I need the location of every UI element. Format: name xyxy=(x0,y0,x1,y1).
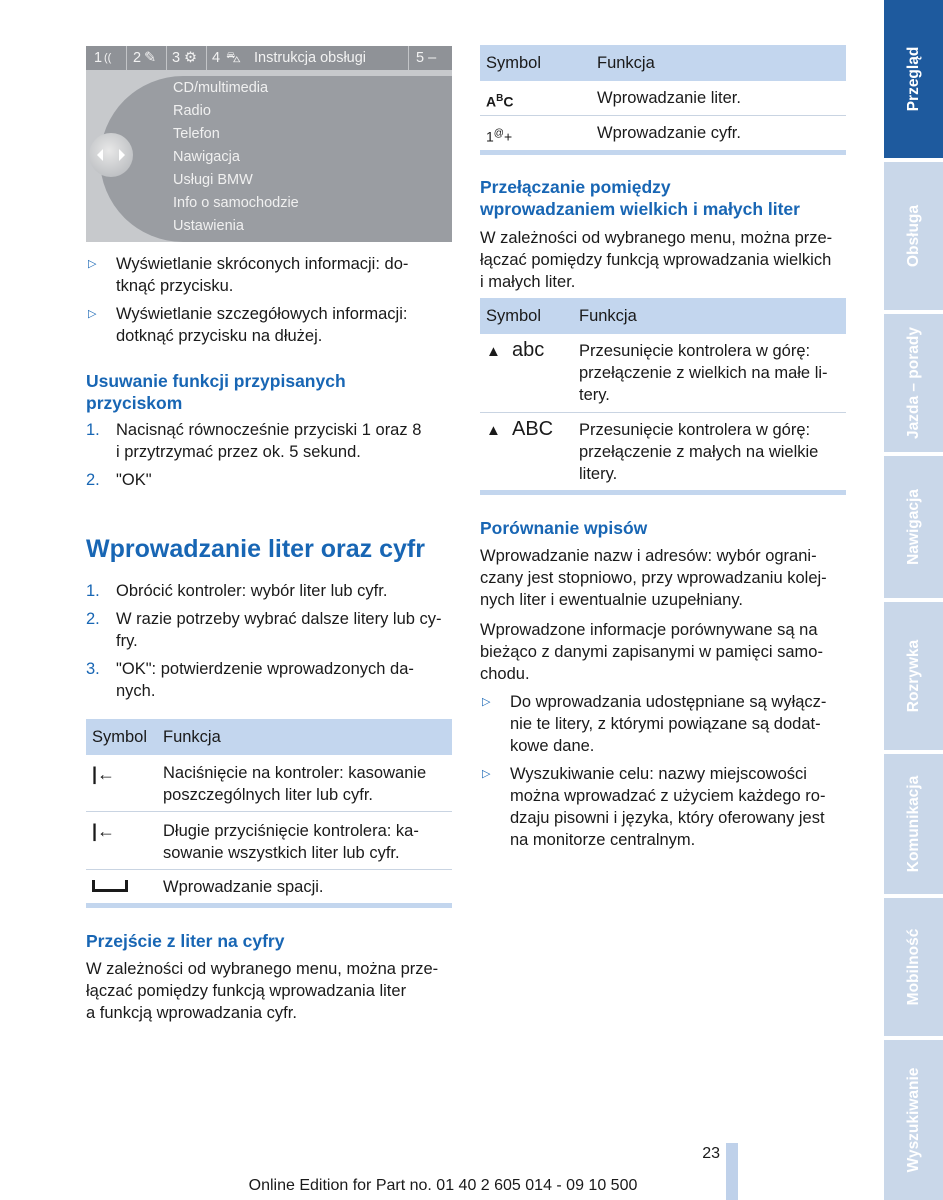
screen-tab-4: 4 xyxy=(212,50,221,66)
numbered-step xyxy=(86,658,452,702)
step-text: "OK" xyxy=(116,471,152,489)
screen-menu-item: Ustawienia xyxy=(173,218,244,234)
side-tab-navigation[interactable] xyxy=(884,456,943,598)
table-row xyxy=(86,869,452,903)
table-row xyxy=(480,334,846,412)
column-header-function: Funkcja xyxy=(597,54,655,72)
screen-tab-2: 2 xyxy=(133,50,142,66)
paragraph: Wprowadzone informacje porównywane są na bieżąco z danymi zapisanymi w pamięci samo- chodu. xyxy=(480,621,823,683)
satellite-icon: ✎ xyxy=(144,50,157,66)
symbol-table-case xyxy=(480,298,846,498)
table-header xyxy=(480,45,846,81)
table-cell-function: Naciśnięcie na kontroler: kasowanie poszczególnych liter lub cyfr. xyxy=(163,764,427,804)
section-heading-remove: Usuwanie funkcji przypisanych przyciskom xyxy=(86,371,346,413)
screen-tab-manual: Instrukcja obsługi xyxy=(254,50,367,66)
step-number: 3. xyxy=(86,660,100,678)
backspace-icon: |← xyxy=(92,821,116,841)
step-number: 1. xyxy=(86,582,100,600)
step-text: Nacisnąć równocześnie przyciski 1 oraz 8 i przytrzymać przez ok. 5 sekund. xyxy=(116,421,422,461)
screen-tab-3: 3 xyxy=(172,50,181,66)
page-section-title: Wprowadzanie liter oraz cyfr xyxy=(86,535,425,563)
screen-tab-bar xyxy=(86,46,452,70)
list-item xyxy=(86,253,452,297)
controller-knob-icon xyxy=(89,133,133,177)
side-tab-label: Przegląd xyxy=(904,46,922,112)
table-cell-function: Przesunięcie kontrolera w górę: przełączenie z wielkich na małe li- tery. xyxy=(579,342,828,404)
footer-edition-text: Online Edition for Part no. 01 40 2 605 014 - 09 10 500 xyxy=(248,1177,638,1194)
table-row xyxy=(86,755,452,811)
column-header-symbol: Symbol xyxy=(486,307,542,325)
section-heading-letters-digits: Przejście z liter na cyfry xyxy=(86,931,285,951)
table-bottom-rule xyxy=(480,150,846,155)
side-tab-label: Nawigacja xyxy=(904,489,922,565)
bullet-text: Do wprowadzania udostępniane są wyłącz- nie te litery, z którymi powiązane są dodat- kowe dane. xyxy=(510,693,827,755)
numbered-step xyxy=(86,580,452,602)
car-icon: ⛍ xyxy=(226,50,241,66)
digits-mode-icon: 1@+ xyxy=(486,128,513,145)
screen-menu-item: Radio xyxy=(173,103,211,119)
step-number: 1. xyxy=(86,421,100,439)
step-text: W razie potrzeby wybrać dalsze litery lub cy- fry. xyxy=(116,610,442,650)
screen-tab-5: 5 – xyxy=(416,50,437,66)
idrive-screen-image xyxy=(86,46,452,242)
list-item xyxy=(480,691,856,757)
screen-tab-1: 1 xyxy=(94,50,103,66)
column-header-function: Funkcja xyxy=(579,307,637,325)
numbered-step xyxy=(86,419,452,463)
table-cell-function: Wprowadzanie liter. xyxy=(597,89,741,107)
side-tab-driving-tips[interactable] xyxy=(884,314,943,452)
lowercase-mode-icon: ▲ abc xyxy=(486,339,545,361)
list-item xyxy=(86,303,452,347)
side-tab-search[interactable] xyxy=(884,1040,943,1200)
table-cell-function: Wprowadzanie spacji. xyxy=(163,878,324,896)
step-text: Obrócić kontroler: wybór liter lub cyfr. xyxy=(116,582,388,600)
table-row xyxy=(86,811,452,869)
column-header-symbol: Symbol xyxy=(486,54,542,72)
symbol-table-input-mode xyxy=(480,45,846,157)
side-tab-entertainment[interactable] xyxy=(884,602,943,750)
triangle-bullet-icon: ▷ xyxy=(482,768,491,780)
table-row xyxy=(480,412,846,490)
screen-menu-item: Nawigacja xyxy=(173,149,240,165)
bullet-text: Wyświetlanie skróconych informacji: do- tknąć przycisku. xyxy=(116,255,409,295)
phone-signal-icon: (( xyxy=(104,52,112,64)
triangle-bullet-icon: ▷ xyxy=(88,308,97,320)
screen-menu-item: Info o samochodzie xyxy=(173,195,299,211)
side-tab-mobility[interactable] xyxy=(884,898,943,1036)
bullet-text: Wyszukiwanie celu: nazwy miejscowości można wprowadzać z użyciem każdego ro- dzaju pisowni i języka, który oferowany jest na monitorze centralnym. xyxy=(510,765,826,849)
screen-menu-item: CD/multimedia xyxy=(173,80,269,96)
table-row xyxy=(480,115,846,150)
step-number: 2. xyxy=(86,471,100,489)
column-header-function: Funkcja xyxy=(163,728,221,746)
screen-menu xyxy=(100,76,452,242)
backspace-icon: |← xyxy=(92,764,116,784)
side-tab-label: Jazda – porady xyxy=(904,327,922,439)
table-cell-function: Wprowadzanie cyfr. xyxy=(597,124,741,142)
side-tab-operation[interactable] xyxy=(884,162,943,310)
page-number: 23 xyxy=(702,1145,720,1162)
side-tab-label: Wyszukiwanie xyxy=(904,1067,922,1173)
paragraph: W zależności od wybranego menu, można prze- łączać pomiędzy funkcją wprowadzania liter a funkcją wprowadzania cyfr. xyxy=(86,960,439,1022)
table-header xyxy=(86,719,452,755)
triangle-bullet-icon: ▷ xyxy=(88,258,97,270)
table-cell-function: Przesunięcie kontrolera w górę: przełączenie z małych na wielkie litery. xyxy=(579,421,819,483)
list-item xyxy=(480,763,856,851)
table-bottom-rule xyxy=(86,903,452,908)
symbol-table-delete xyxy=(86,719,452,909)
table-bottom-rule xyxy=(480,490,846,495)
bullet-text: Wyświetlanie szczegółowych informacji: dotknąć przycisku na dłużej. xyxy=(116,305,408,345)
section-heading-compare: Porównanie wpisów xyxy=(480,518,648,538)
table-row xyxy=(480,81,846,115)
screen-menu-item: Telefon xyxy=(173,126,220,142)
side-tab-label: Komunikacja xyxy=(904,775,922,873)
letters-mode-icon: $A^BC$ xyxy=(486,93,514,110)
table-header xyxy=(480,298,846,334)
numbered-step xyxy=(86,608,452,652)
side-tab-communication[interactable] xyxy=(884,754,943,894)
side-tab-label: Mobilność xyxy=(904,928,922,1006)
screen-menu-item: Usługi BMW xyxy=(173,172,253,188)
step-text: "OK": potwierdzenie wprowadzonych da- nych. xyxy=(116,660,414,700)
section-heading-case-switch: Przełączanie pomiędzy wprowadzaniem wielkich i małych liter xyxy=(480,177,800,219)
paragraph: Wprowadzanie nazw i adresów: wybór ograni- czany jest stopniowo, przy wprowadzaniu kolej- nych liter i ewentualnie uzupełniany. xyxy=(480,547,827,609)
side-tab-label: Rozrywka xyxy=(904,639,922,713)
paragraph: W zależności od wybranego menu, można prze- łączać pomiędzy funkcją wprowadzania wielkich i małych liter. xyxy=(480,229,833,291)
side-tab-overview[interactable] xyxy=(884,0,943,158)
step-number: 2. xyxy=(86,610,100,628)
column-header-symbol: Symbol xyxy=(92,728,148,746)
side-tab-label: Obsługa xyxy=(904,204,922,268)
space-icon xyxy=(92,880,128,892)
numbered-step xyxy=(86,469,452,491)
table-cell-function: Długie przyciśnięcie kontrolera: ka- sowanie wszystkich liter lub cyfr. xyxy=(163,822,419,862)
uppercase-mode-icon: ▲ ABC xyxy=(486,418,554,440)
gear-icon: ⚙ xyxy=(184,50,197,66)
triangle-bullet-icon: ▷ xyxy=(482,696,491,708)
